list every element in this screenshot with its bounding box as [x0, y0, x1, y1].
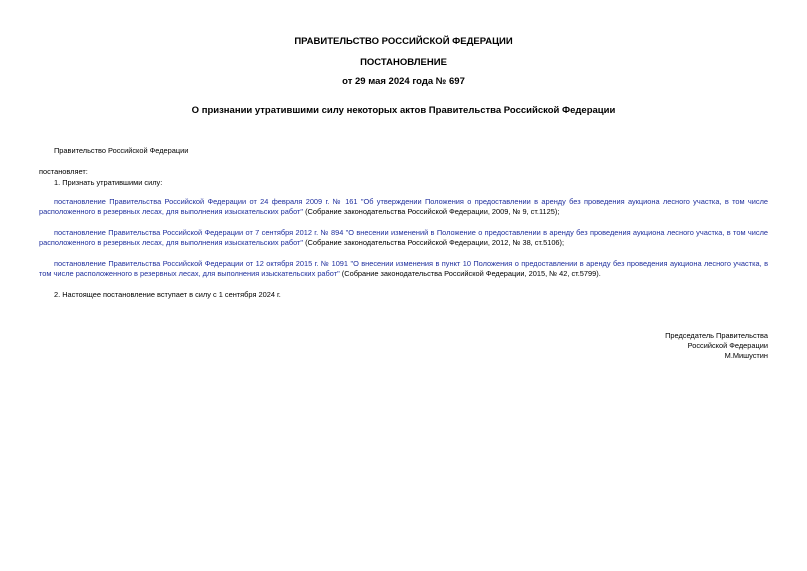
repealed-act-2 — [39, 228, 768, 249]
item-2-line: 2. Настоящее постановление вступает в силу с 1 сентября 2024 г. — [54, 290, 281, 299]
act-source-2: (Собрание законодательства Российской Федерации, 2012, № 38, ст.5106); — [303, 238, 565, 248]
government-heading: ПРАВИТЕЛЬСТВО РОССИЙСКОЙ ФЕДЕРАЦИИ — [294, 36, 513, 47]
act-source-1: (Собрание законодательства Российской Федерации, 2009, № 9, ст.1125); — [303, 207, 560, 217]
signatory-title-line-1: Председатель Правительства — [665, 331, 768, 340]
document-type-heading: ПОСТАНОВЛЕНИЕ — [360, 57, 447, 68]
act-link-2[interactable]: постановление Правительства Российской Федерации от 7 сентября 2012 г. № 894 "О внесении изменений в Положение о предоставлении в аренду без проведения аукциона лесного участка, в том числе расположенного в резервных лесах, для выполнения изыскательских работ" — [39, 228, 768, 248]
signatory-name: М.Мишустин — [724, 351, 768, 360]
document-subject-heading: О признании утратившими силу некоторых актов Правительства Российской Федерации — [191, 105, 616, 116]
act-link-3[interactable]: постановление Правительства Российской Федерации от 12 октября 2015 г. № 1091 "О внесении изменения в пункт 10 Положения о предоставлении в аренду без проведения аукциона лесного участка, в том числе расположенного в резервных лесах, для выполнения изыскательских работ" — [39, 259, 768, 279]
act-source-3: (Собрание законодательства Российской Федерации, 2015, № 42, ст.5799). — [339, 269, 601, 279]
decrees-line: постановляет: — [39, 167, 88, 176]
repealed-act-1 — [39, 197, 768, 218]
act-link-1[interactable]: постановление Правительства Российской Федерации от 24 февраля 2009 г. № 161 "Об утверждении Положения о предоставлении в аренду без проведения аукциона лесного участка, в том числе расположенного в резервных лесах, для выполнения изыскательских работ" — [39, 197, 768, 217]
date-number-heading: от 29 мая 2024 года № 697 — [342, 76, 465, 87]
item-1-line: 1. Признать утратившими силу: — [54, 178, 163, 187]
signatory-title-line-2: Российской Федерации — [687, 341, 768, 350]
issuer-line: Правительство Российской Федерации — [54, 146, 189, 155]
repealed-act-3 — [39, 259, 768, 280]
